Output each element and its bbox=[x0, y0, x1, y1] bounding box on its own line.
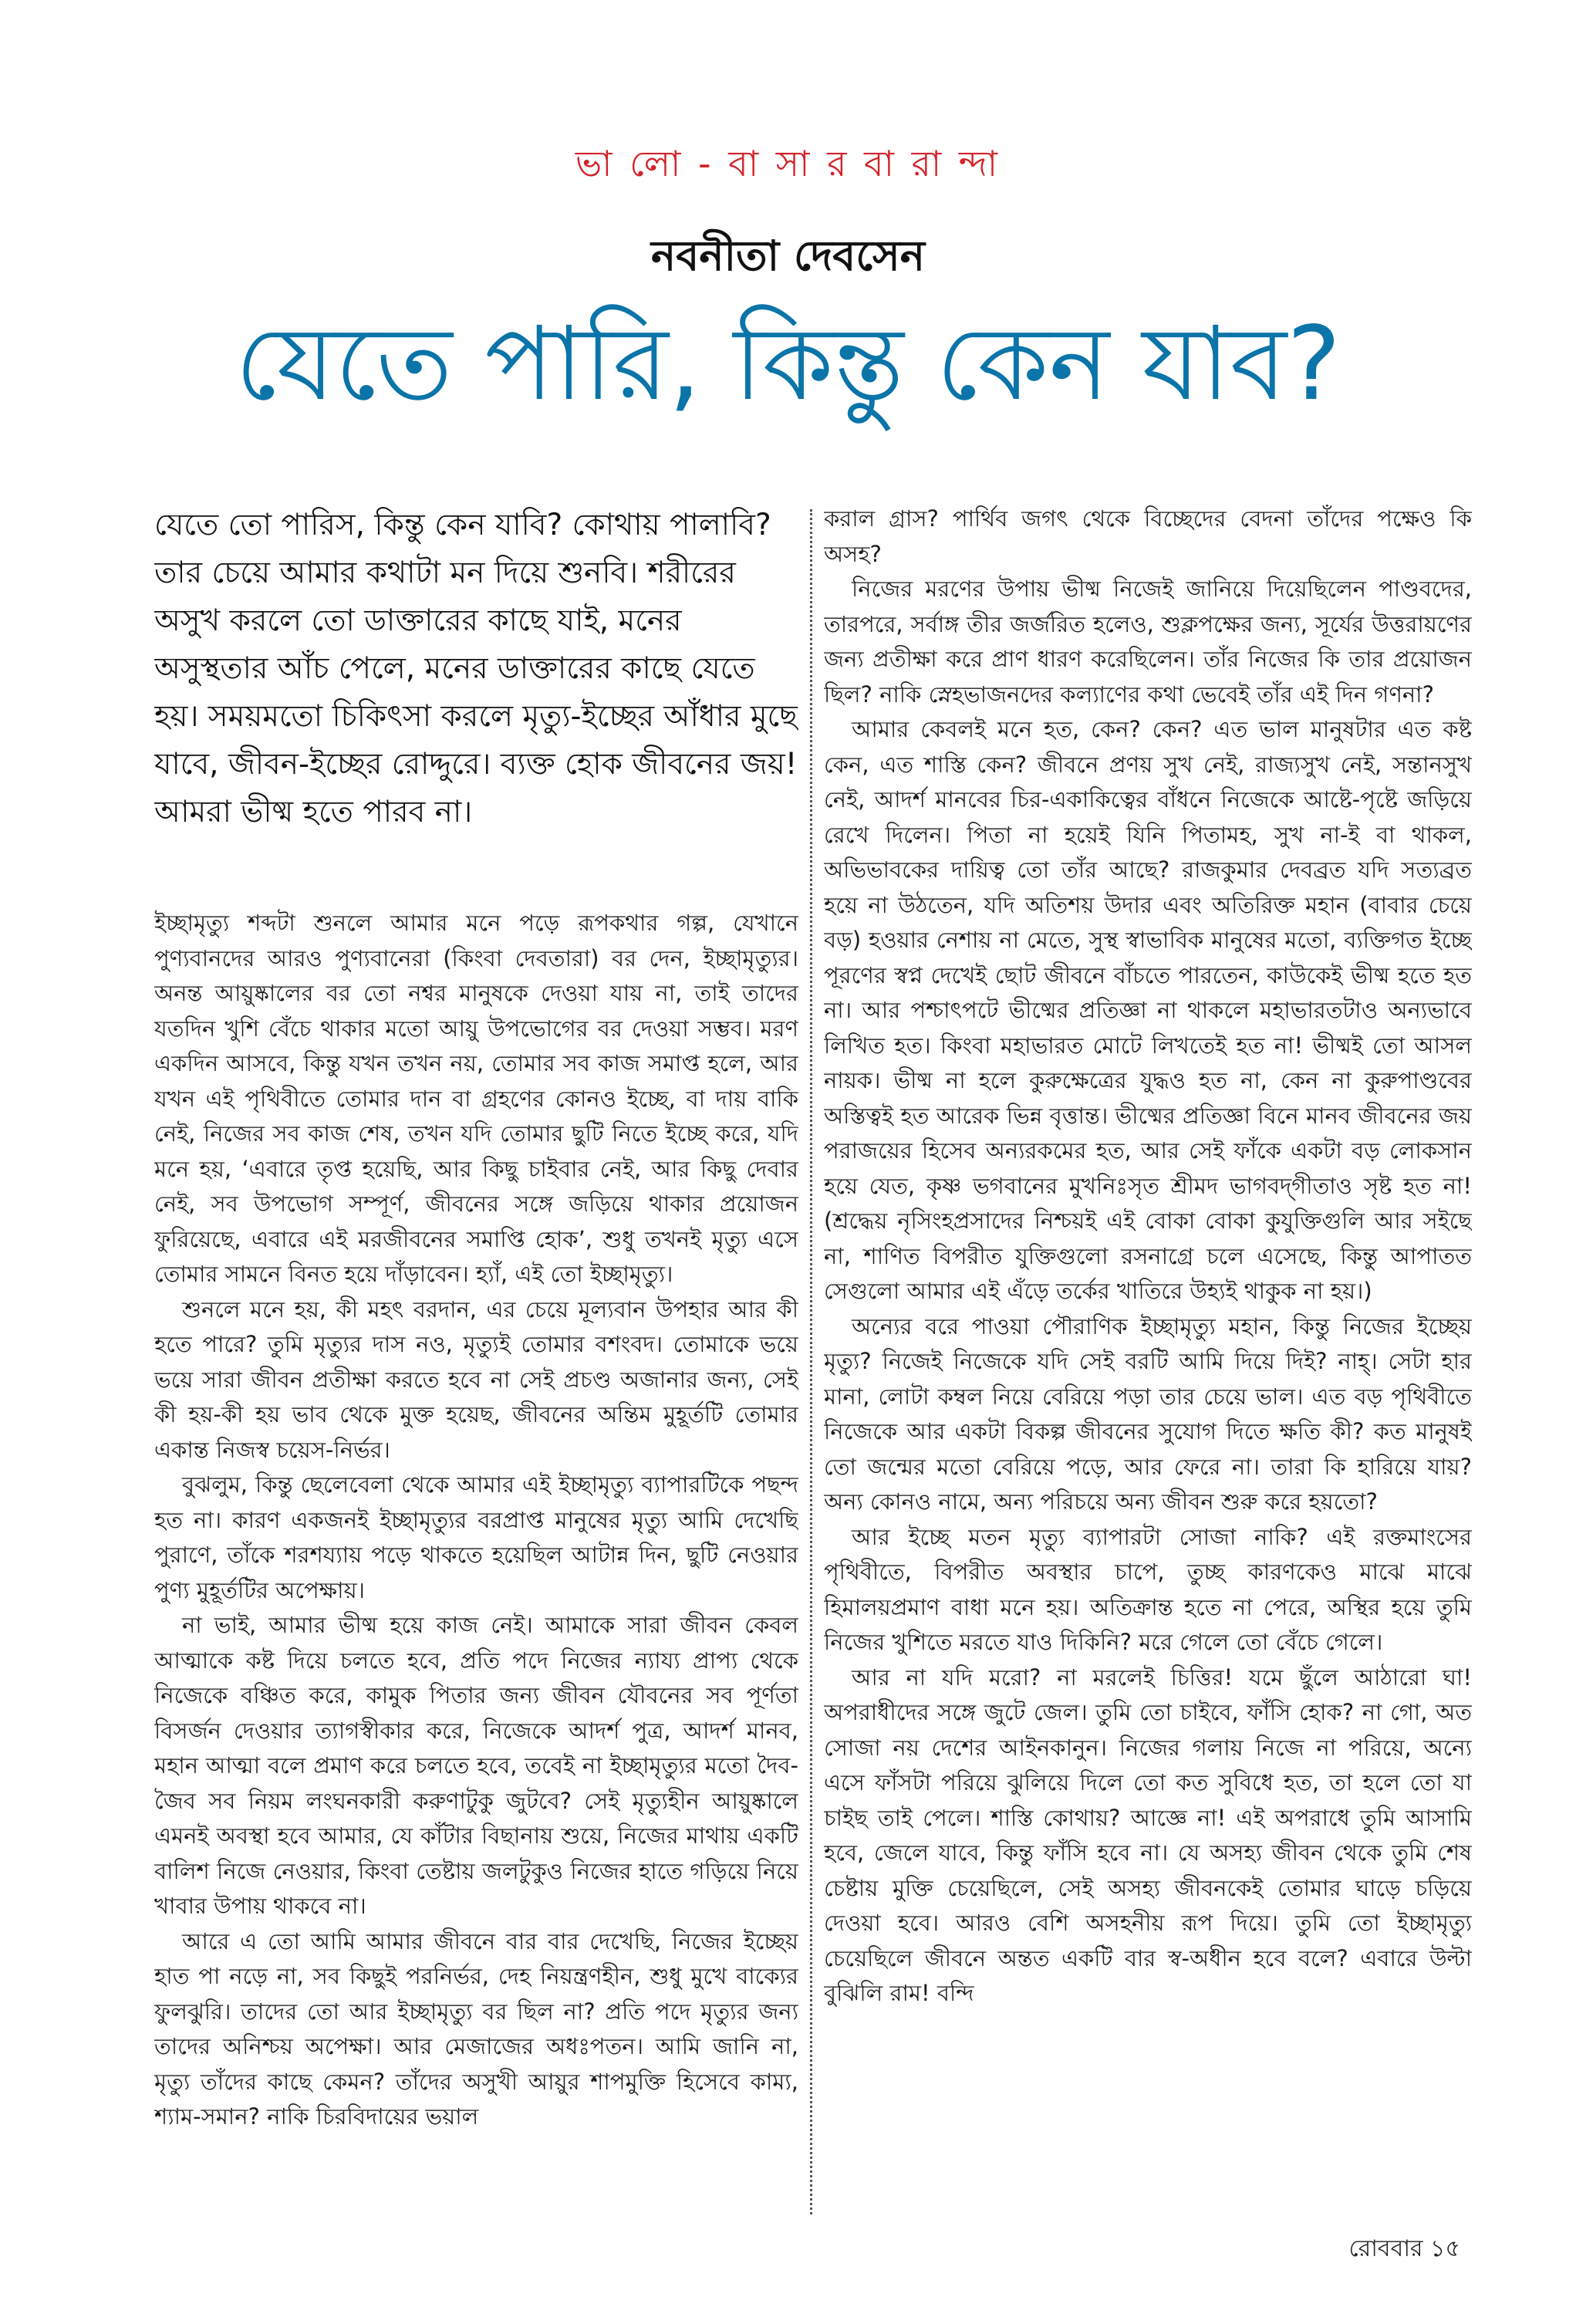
paragraph: অন্যের বরে পাওয়া পৌরাণিক ইচ্ছামৃত্যু মহান, কিন্তু নিজের ইচ্ছেয় মৃত্যু? নিজেই নিজেকে যদি সেই বরটি আমি দিয়ে দিই? নাহ্‌। সেটা হার মানা, লোটা কম্বল নিয়ে বেরিয়ে পড়া তার চেয়ে ভাল। এত বড় পৃথিবীতে নিজেকে আর একটা বিকল্প জীবনের সুযোগ দিতে ক্ষতি কী? কত মানুষই তো জন্মের মতো বেরিয়ে পড়ে, আর ফেরে না। তারা কি হারিয়ে যায়? অন্য কোনও নামে, অন্য পরিচয়ে অন্য জীবন শুরু করে হয়তো? bbox=[824, 1312, 1472, 1515]
section-kicker: ভা লো - বা সা র বা রা ন্দা bbox=[575, 143, 1001, 184]
intro-blurb: যেতে তো পারিস, কিন্তু কেন যাবি? কোথায় পালাবি? তার চেয়ে আমার কথাটা মন দিয়ে শুনবি। শরীরের অসুখ করলে তো ডাক্তারের কাছে যাই, মনের অসুস্থতার আঁচ পেলে, মনের ডাক্তারের কাছে যেতে হয়। সময়মতো চিকিৎসা করলে মৃত্যু-ইচ্ছের আঁধার মুছে যাবে, জীবন-ইচ্ছের রোদ্দুরে। ব্যক্ত হোক জীবনের জয়! আমরা ভীষ্ম হতে পারব না। bbox=[154, 508, 798, 829]
right-body bbox=[824, 502, 1472, 2012]
article-title: যেতে পারি, কিন্তু কেন যাব? bbox=[235, 305, 1341, 424]
author-name: নবনীতা দেবসেন bbox=[651, 231, 925, 280]
page-footer: রোববার ১৫ bbox=[1348, 2235, 1460, 2262]
left-column bbox=[154, 502, 798, 2239]
paragraph: ইচ্ছামৃত্যু শব্দটা শুনলে আমার মনে পড়ে রূপকথার গল্প, যেখানে পুণ্যবানদের আরও পুণ্যবানেরা (কিংবা দেবতারা) বর দেন, ইচ্ছামৃত্যুর। অনন্ত আয়ুষ্কালের বর তো নশ্বর মানুষকে দেওয়া যায় না, তাই তাদের যতদিন খুশি বেঁচে থাকার মতো আয়ু উপভোগের বর দেওয়া সম্ভব। মরণ একদিন আসবে, কিন্তু যখন তখন নয়, তোমার সব কাজ সমাপ্ত হলে, আর যখন এই পৃথিবীতে তোমার দান বা গ্রহণের কোনও ইচ্ছে, বা দায় বাকি নেই, নিজের সব কাজ শেষ, তখন যদি তোমার ছুটি নিতে ইচ্ছে করে, যদি মনে হয়, ‘এবারে তৃপ্ত হয়েছি, আর কিছু চাইবার নেই, আর কিছু দেবার নেই, সব উপভোগ সম্পূর্ণ, জীবনের সঙ্গে জড়িয়ে থাকার প্রয়োজন ফুরিয়েছে, এবারে এই মরজীবনের সমাপ্তি হোক’, শুধু তখনই মৃত্যু এসে তোমার সামনে বিনত হয়ে দাঁড়াবেন। হ্যাঁ, এই তো ইচ্ছামৃত্যু। bbox=[154, 910, 798, 1287]
paragraph: না ভাই, আমার ভীষ্ম হয়ে কাজ নেই। আমাকে সারা জীবন কেবল আত্মাকে কষ্ট দিয়ে চলতে হবে, প্রতি পদে নিজের ন্যায্য প্রাপ্য থেকে নিজেকে বঞ্চিত করে, কামুক পিতার জন্য জীবন যৌবনের সব পূর্ণতা বিসর্জন দেওয়ার ত্যাগস্বীকার করে, নিজেকে আদর্শ পুত্র, আদর্শ মানব, মহান আত্মা বলে প্রমাণ করে চলতে হবে, তবেই না ইচ্ছামৃত্যুর মতো দৈব-জৈব সব নিয়ম লংঘনকারী করুণাটুকু জুটবে? সেই মৃত্যুহীন আয়ুষ্কালে এমনই অবস্থা হবে আমার, যে কাঁটার বিছানায় শুয়ে, নিজের মাথায় একটি বালিশ নিজে নেওয়ার, কিংবা তেষ্টায় জলটুকুও নিজের হাতে গড়িয়ে নিয়ে খাবার উপায় থাকবে না। bbox=[154, 1612, 798, 1919]
right-column bbox=[824, 502, 1472, 2239]
column-divider bbox=[810, 509, 812, 2214]
left-body bbox=[154, 906, 798, 2135]
paragraph: বুঝলুম, কিন্তু ছেলেবেলা থেকে আমার এই ইচ্ছামৃত্যু ব্যাপারটিকে পছন্দ হত না। কারণ একজনই ইচ্ছামৃত্যুর বরপ্রাপ্ত মানুষের মৃত্যু আমি দেখেছি পুরাণে, তাঁকে শরশয্যায় পড়ে থাকতে হয়েছিল আটান্ন দিন, ছুটি নেওয়ার পুণ্য মুহূর্তটির অপেক্ষায়। bbox=[154, 1471, 798, 1603]
paragraph: করাল গ্রাস? পার্থিব জগৎ থেকে বিচ্ছেদের বেদনা তাঁদের পক্ষেও কি অসহ? bbox=[824, 505, 1472, 567]
paragraph: আর না যদি মরো? না মরলেই চিত্তির! যমে ছুঁলে আঠারো ঘা! অপরাধীদের সঙ্গে জুটে জেল। তুমি তো চাইবে, ফাঁসি হোক? না গো, অত সোজা নয় দেশের আইনকানুন। নিজের গলায় নিজে না পরিয়ে, অন্যে এসে ফাঁসটা পরিয়ে ঝুলিয়ে দিলে তো কত সুবিধে হত, তা হলে তো যা চাইছ তাই পেলে। শাস্তি কোথায়? আজ্ঞে না! এই অপরাধে তুমি আসামি হবে, জেলে যাবে, কিন্তু ফাঁসি হবে না। যে অসহ্য জীবন থেকে তুমি শেষ চেষ্টায় মুক্তি চেয়েছিলে, সেই অসহ্য জীবনকেই তোমার ঘাড়ে চড়িয়ে দেওয়া হবে। আরও বেশি অসহনীয় রূপ দিয়ে। তুমি তো ইচ্ছামৃত্যু চেয়েছিলে জীবনে অন্তত একটি বার স্ব-অধীন হবে বলে? এবারে উল্টা বুঝিলি রাম! বন্দি bbox=[824, 1664, 1472, 2006]
paragraph: শুনলে মনে হয়, কী মহৎ বরদান, এর চেয়ে মূল্যবান উপহার আর কী হতে পারে? তুমি মৃত্যুর দাস নও, মৃত্যুই তোমার বশংবদ। তোমাকে ভয়ে ভয়ে সারা জীবন প্রতীক্ষা করতে হবে না সেই প্রচণ্ড অজানার জন্য, সেই কী হয়-কী হয় ভাব থেকে মুক্ত হয়েছ, জীবনের অন্তিম মুহূর্তটি তোমার একান্ত নিজস্ব চয়েস-নির্ভর। bbox=[154, 1295, 798, 1463]
paragraph: আরে এ তো আমি আমার জীবনে বার বার দেখেছি, নিজের ইচ্ছেয় হাত পা নড়ে না, সব কিছুই পরনির্ভর, দেহ নিয়ন্ত্রণহীন, শুধু মুখে বাক্যের ফুলঝুরি। তাদের তো আর ইচ্ছামৃত্যু বর ছিল না? প্রতি পদে মৃত্যুর জন্য তাদের অনিশ্চয় অপেক্ষা। আর মেজাজের অধঃপতন। আমি জানি না, মৃত্যু তাঁদের কাছে কেমন? তাঁদের অসুখী আয়ুর শাপমুক্তি হিসেবে কাম্য, শ্যাম-সমান? নাকি চিরবিদায়ের ভয়াল bbox=[154, 1927, 798, 2130]
paragraph: আর ইচ্ছে মতন মৃত্যু ব্যাপারটা সোজা নাকি? এই রক্তমাংসের পৃথিবীতে, বিপরীত অবস্থার চাপে, তুচ্ছ কারণকেও মাঝে মাঝে হিমালয়প্রমাণ বাধা মনে হয়। অতিক্রান্ত হতে না পেরে, অস্থির হয়ে তুমি নিজের খুশিতে মরতে যাও দিকিনি? মরে গেলে তো বেঁচে গেলে। bbox=[824, 1523, 1472, 1655]
paragraph: নিজের মরণের উপায় ভীষ্ম নিজেই জানিয়ে দিয়েছিলেন পাণ্ডবদের, তারপরে, সর্বাঙ্গ তীর জর্জরিত হলেও, শুক্লপক্ষের জন্য, সূর্যের উত্তরায়ণের জন্য প্রতীক্ষা করে প্রাণ ধারণ করেছিলেন। তাঁর নিজের কি তার প্রয়োজন ছিল? নাকি স্নেহভাজনদের কল্যাণের কথা ভেবেই তাঁর এই দিন গণনা? bbox=[824, 576, 1472, 708]
paragraph: আমার কেবলই মনে হত, কেন? কেন? এত ভাল মানুষটার এত কষ্ট কেন, এত শাস্তি কেন? জীবনে প্রণয় সুখ নেই, রাজ্যসুখ নেই, সন্তানসুখ নেই, আদর্শ মানবের চির-একাকিত্বের বাঁধনে নিজেকে আষ্টে-পৃষ্টে জড়িয়ে রেখে দিলেন। পিতা না হয়েই যিনি পিতামহ, সুখ না-ই বা থাকল, অভিভাবকের দায়িত্ব তো তাঁর আছে? রাজকুমার দেবব্রত যদি সত্যব্রত হয়ে না উঠতেন, যদি অতিশয় উদার এবং অতিরিক্ত মহান (বাবার চেয়ে বড়) হওয়ার নেশায় না মেতে, সুস্থ স্বাভাবিক মানুষের মতো, ব্যক্তিগত ইচ্ছে পূরণের স্বপ্ন দেখেই ছোট জীবনে বাঁচতে পারতেন, কাউকেই ভীষ্ম হতে হত না। আর পশ্চাৎপটে ভীষ্মের প্রতিজ্ঞা না থাকলে মহাভারতটাও অন্যভাবে লিখিত হত। কিংবা মহাভারত মোটে লিখতেই হত না! ভীষ্মই তো আসল নায়ক। ভীষ্ম না হলে কুরুক্ষেত্রের যুদ্ধও হত না, কেন না কুরুপাণ্ডবের অস্তিত্বই হত আরেক ভিন্ন বৃত্তান্ত। ভীষ্মের প্রতিজ্ঞা বিনে মানব জীবনের জয় পরাজয়ের হিসেব অন্যরকমের হত, আর সেই ফাঁকে একটা বড় লোকসান হয়ে যেত, কৃষ্ণ ভগবানের মুখনিঃসৃত শ্রীমদ ভাগবদ্‌গীতাও সৃষ্ট হত না! (শ্রদ্ধেয় নৃসিংহপ্রসাদের নিশ্চয়ই এই বোকা বোকা কুযুক্তিগুলি আর সইছে না, শাণিত বিপরীত যুক্তিগুলো রসনাগ্রে চলে এসেছে, কিন্তু আপাতত সেগুলো আমার এই এঁড়ে তর্কের খাতিরে উহ্যই থাকুক না হয়।) bbox=[824, 716, 1472, 1304]
